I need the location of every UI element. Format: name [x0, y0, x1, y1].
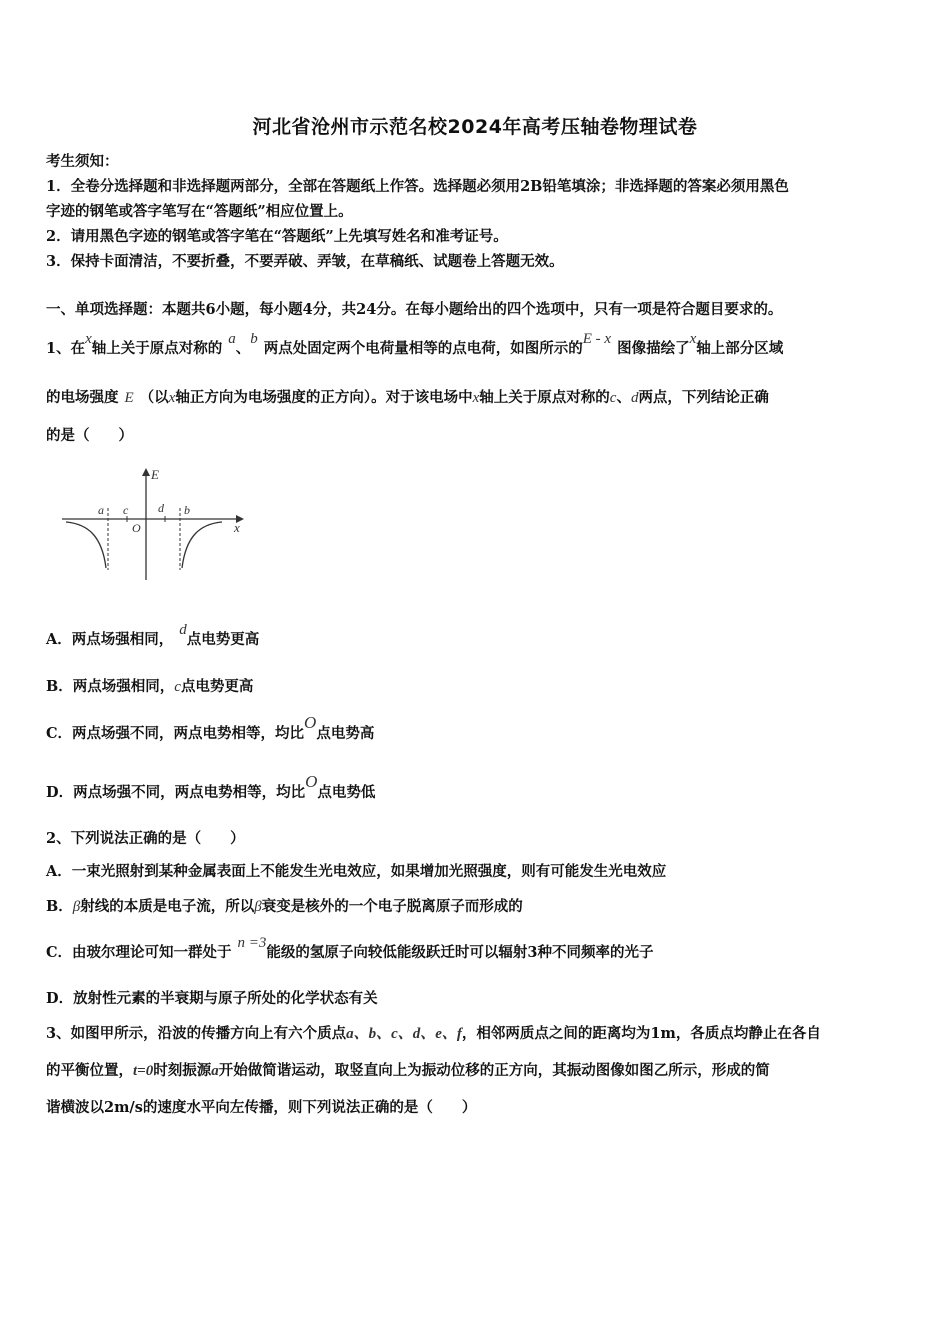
var-x: x [689, 331, 697, 347]
q3-points: a、b、c、d、e、f [346, 1026, 462, 1042]
q1-stem-line-3: 的是（ ） [46, 427, 133, 444]
var-beta: β [72, 899, 81, 915]
q1-option-a[interactable]: A．两点场强相同，d点电势更高 [46, 622, 260, 648]
q1-option-b[interactable]: B．两点场强相同，c点电势更高 [46, 678, 254, 695]
section-heading: 一、单项选择题：本题共6小题，每小题4分，共24分。在每小题给出的四个选项中，只有一项是符合题目要求的。 [46, 301, 783, 318]
label-O: O [132, 521, 141, 535]
q3-stem-line-1: 3、如图甲所示，沿波的传播方向上有六个质点a、b、c、d、e、f，相邻两质点之间的距离均为1m，各质点均静止在各自 [46, 1025, 821, 1042]
q2-option-a[interactable]: A．一束光照射到某种金属表面上不能发生光电效应，如果增加光照强度，则有可能发生光电效应 [46, 863, 667, 880]
var-t0: t=0 [133, 1063, 154, 1079]
q1-option-c[interactable]: C．两点场强不同，两点电势相等，均比O点电势高 [46, 713, 375, 742]
label-E: E [151, 467, 159, 482]
label-c: c [123, 503, 129, 517]
q2-option-c[interactable]: C．由玻尔理论可知一群处于n =3能级的氢原子向较低能级跃迁时可以辐射3种不同频率的光子 [46, 935, 654, 961]
var-O: O [305, 772, 318, 791]
q3-stem-line-2: 的平衡位置，t=0时刻振源a开始做简谐运动，取竖直向上为振动位移的正方向，其振动图像如图乙所示，形成的简 [46, 1062, 770, 1079]
curve-left [66, 522, 106, 568]
var-beta: β [254, 899, 262, 915]
var-O: O [304, 713, 317, 732]
curve-right [182, 522, 222, 568]
var-c: c [609, 390, 617, 406]
label-x: x [234, 520, 240, 535]
page-title: 河北省沧州市示范名校2024年高考压轴卷物理试卷 [252, 116, 698, 138]
var-a: a [211, 1063, 219, 1079]
q2-option-d[interactable]: D．放射性元素的半衰期与原子所处的化学状态有关 [46, 990, 378, 1007]
q3-stem-line-3: 谐横波以2m/s的速度水平向左传播，则下列说法正确的是（ ） [46, 1099, 477, 1116]
var-e-x: E - x [582, 331, 612, 347]
label-a: a [98, 503, 104, 517]
q2-option-b[interactable]: B．β射线的本质是电子流，所以β衰变是核外的一个电子脱离原子而形成的 [46, 898, 523, 915]
notice-item: 2．请用黑色字迹的钢笔或答字笔在“答题纸”上先填写姓名和准考证号。 [46, 228, 508, 245]
var-x: x [85, 331, 92, 347]
q1-stem-line-2: 的电场强度 E （以x轴正方向为电场强度的正方向）。对于该电场中x轴上关于原点对称的c、d两点，下列结论正确 [46, 389, 769, 406]
q1-option-d[interactable]: D．两点场强不同，两点电势相等，均比O点电势低 [46, 772, 376, 801]
var-d: d [179, 622, 187, 638]
notice-item: 1．全卷分选择题和非选择题两部分，全部在答题纸上作答。选择题必须用2B铅笔填涂；非选择题的答案必须用黑色 [46, 178, 789, 195]
e-x-graph [58, 462, 248, 584]
e-axis-arrow [142, 468, 150, 476]
var-E: E [124, 390, 134, 406]
notice-heading: 考生须知： [46, 153, 119, 170]
label-b: b [184, 503, 190, 517]
var-x: x [472, 390, 480, 406]
var-b: b [250, 331, 258, 347]
label-d: d [158, 501, 164, 515]
notice-item: 字迹的钢笔或答字笔写在“答题纸”相应位置上。 [46, 203, 353, 220]
q1-stem-line-1: 1、在x轴上关于原点对称的a、b两点处固定两个电荷量相等的点电荷，如图所示的E - x图像描绘了x轴上部分区域 [46, 331, 784, 357]
var-x: x [168, 390, 176, 406]
var-c: c [174, 679, 181, 695]
notice-item: 3．保持卡面清洁，不要折叠，不要弄破、弄皱，在草稿纸、试题卷上答题无效。 [46, 253, 564, 270]
var-a: a [228, 331, 236, 347]
var-n3: n =3 [237, 935, 267, 951]
var-d: d [630, 390, 639, 406]
q2-stem: 2、下列说法正确的是（ ） [46, 830, 245, 847]
